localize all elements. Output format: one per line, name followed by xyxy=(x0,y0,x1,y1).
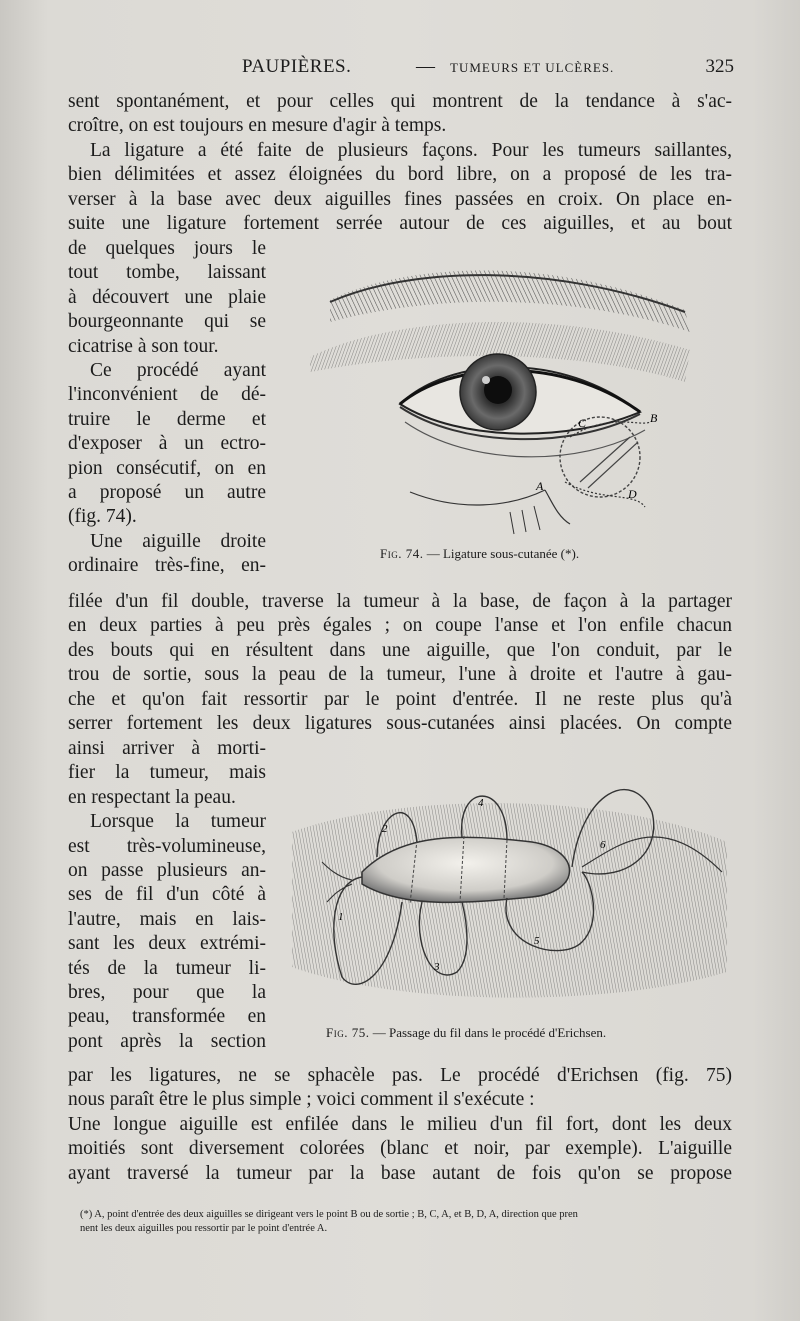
fig74-label-a: A xyxy=(536,479,544,493)
fig75-label-3: 3 xyxy=(434,961,440,973)
text-line: a proposé un autre xyxy=(68,482,266,504)
text-line: à découvert une plaie xyxy=(68,286,266,308)
figure-75 xyxy=(282,772,732,1010)
fig75-label-1: 1 xyxy=(338,911,344,923)
text-line: croître, on est toujours en mesure d'agir à temps. xyxy=(68,115,447,137)
text-line: de quelques jours le xyxy=(68,238,266,259)
fig74-label-c: C xyxy=(578,416,587,430)
figure-74-caption-text: — Ligature sous-cutanée (*). xyxy=(426,546,580,561)
text-line: tout tombe, laissant xyxy=(68,262,266,284)
text-line: bres, pour que la xyxy=(68,982,266,1004)
footnote xyxy=(80,1208,730,1236)
text-line: en respectant la peau. xyxy=(68,786,236,808)
text-line: moitiés sont diversement colorées (blanc et noir, par exemple). L'aiguille xyxy=(68,1138,732,1160)
text-line: suite une ligature fortement serrée autour de ces aiguilles, et au bout xyxy=(68,213,732,235)
text-line: verser à la base avec deux aiguilles fines passées en croix. On place en- xyxy=(68,188,732,210)
text-line: fier la tumeur, mais xyxy=(68,762,266,784)
page-number: 325 xyxy=(705,56,734,77)
fig75-label-2: 2 xyxy=(382,823,388,835)
figure-74 xyxy=(290,262,730,540)
text-line: on passe plusieurs an- xyxy=(68,860,266,882)
fig75-label-5: 5 xyxy=(534,935,540,947)
text-line: l'inconvénient de dé- xyxy=(68,384,266,406)
body-text-top xyxy=(68,90,732,236)
text-line: ses de fil d'un côté à xyxy=(68,884,266,906)
text-line: bien délimitées et assez éloignées du bord libre, on a proposé de les tra- xyxy=(68,164,732,186)
figure-75-number: Fig. 75. xyxy=(326,1025,370,1040)
text-line: (fig. 74). xyxy=(68,506,137,528)
header-separator: — xyxy=(416,56,435,77)
fig74-label-b: B xyxy=(650,411,658,425)
text-line: ayant traversé la tumeur par la base autant de fois qu'on se propose xyxy=(68,1162,732,1184)
running-header xyxy=(66,56,736,82)
text-line: che et qu'on fait ressortir par le point d'entrée. Il ne reste plus qu'à xyxy=(68,688,732,710)
text-line: sent spontanément, et pour celles qui montrent de la tendance à s'ac- xyxy=(68,91,732,112)
text-line: Ce procédé ayant xyxy=(90,360,266,382)
text-line: des bouts qui en résultent dans une aiguille, que l'on conduit, par le xyxy=(68,639,732,661)
erichsen-illustration xyxy=(282,772,732,1010)
text-line: ordinaire très-fine, en- xyxy=(68,555,266,577)
body-text-mid xyxy=(68,590,732,736)
fig75-label-6: 6 xyxy=(600,839,606,851)
figure-74-caption xyxy=(380,546,579,562)
text-line: truire le derme et xyxy=(68,408,266,430)
text-line: trou de sortie, sous la peau de la tumeur, l'une à droite et l'autre à gau- xyxy=(68,664,732,686)
text-line: Une aiguille droite xyxy=(90,530,266,552)
text-line: par les ligatures, ne se sphacèle pas. Le procédé d'Erichsen (fig. 75) xyxy=(68,1065,732,1086)
text-line: nous paraît être le plus simple ; voici comment il s'exécute : xyxy=(68,1089,535,1111)
header-subtitle: TUMEURS ET ULCÈRES. xyxy=(450,60,615,75)
text-line: en deux parties à peu près égales ; on coupe l'anse et l'on enfile chacun xyxy=(68,615,732,637)
figure-74-number: Fig. 74. xyxy=(380,546,424,561)
body-text-left-1 xyxy=(68,237,266,579)
header-title: PAUPIÈRES. xyxy=(242,56,352,77)
figure-75-caption-text: — Passage du fil dans le procédé d'Erichsen. xyxy=(372,1025,607,1040)
text-line: pion consécutif, on en xyxy=(68,457,266,479)
text-line: pont après la section xyxy=(68,1030,266,1052)
text-line: La ligature a été faite de plusieurs façons. Pour les tumeurs saillantes, xyxy=(90,139,732,161)
footnote-line: nent les deux aiguilles pou ressortir par le point d'entrée A. xyxy=(80,1223,328,1234)
text-line: tés de la tumeur li- xyxy=(68,957,266,979)
text-line: bourgeonnante qui se xyxy=(68,311,266,333)
text-line: peau, transformée en xyxy=(68,1006,266,1028)
fig74-label-d: D xyxy=(628,487,637,501)
footnote-line: (*) A, point d'entrée des deux aiguilles se dirigeant vers le point B ou de sortie ; B, C, A, et B, D, A, direction que pren xyxy=(80,1209,578,1220)
text-line: l'autre, mais en lais- xyxy=(68,908,266,930)
text-line: serrer fortement les deux ligatures sous-cutanées ainsi placées. On compte xyxy=(68,713,732,735)
text-line: sant les deux extrémi- xyxy=(68,933,266,955)
text-line: ainsi arriver à morti- xyxy=(68,738,266,759)
text-line: cicatrise à son tour. xyxy=(68,335,219,357)
text-line: Lorsque la tumeur xyxy=(90,811,266,833)
figure-75-caption xyxy=(326,1025,606,1041)
eye-illustration xyxy=(290,262,730,540)
text-line: d'exposer à un ectro- xyxy=(68,433,266,455)
body-text-left-2 xyxy=(68,737,266,1054)
text-line: est très-volumineuse, xyxy=(68,835,266,857)
fig75-label-4: 4 xyxy=(478,797,484,809)
text-line: Une longue aiguille est enfilée dans le milieu d'un fil fort, dont les deux xyxy=(68,1113,732,1135)
text-line: filée d'un fil double, traverse la tumeur à la base, de façon à la partager xyxy=(68,591,732,612)
body-text-bottom xyxy=(68,1064,732,1186)
